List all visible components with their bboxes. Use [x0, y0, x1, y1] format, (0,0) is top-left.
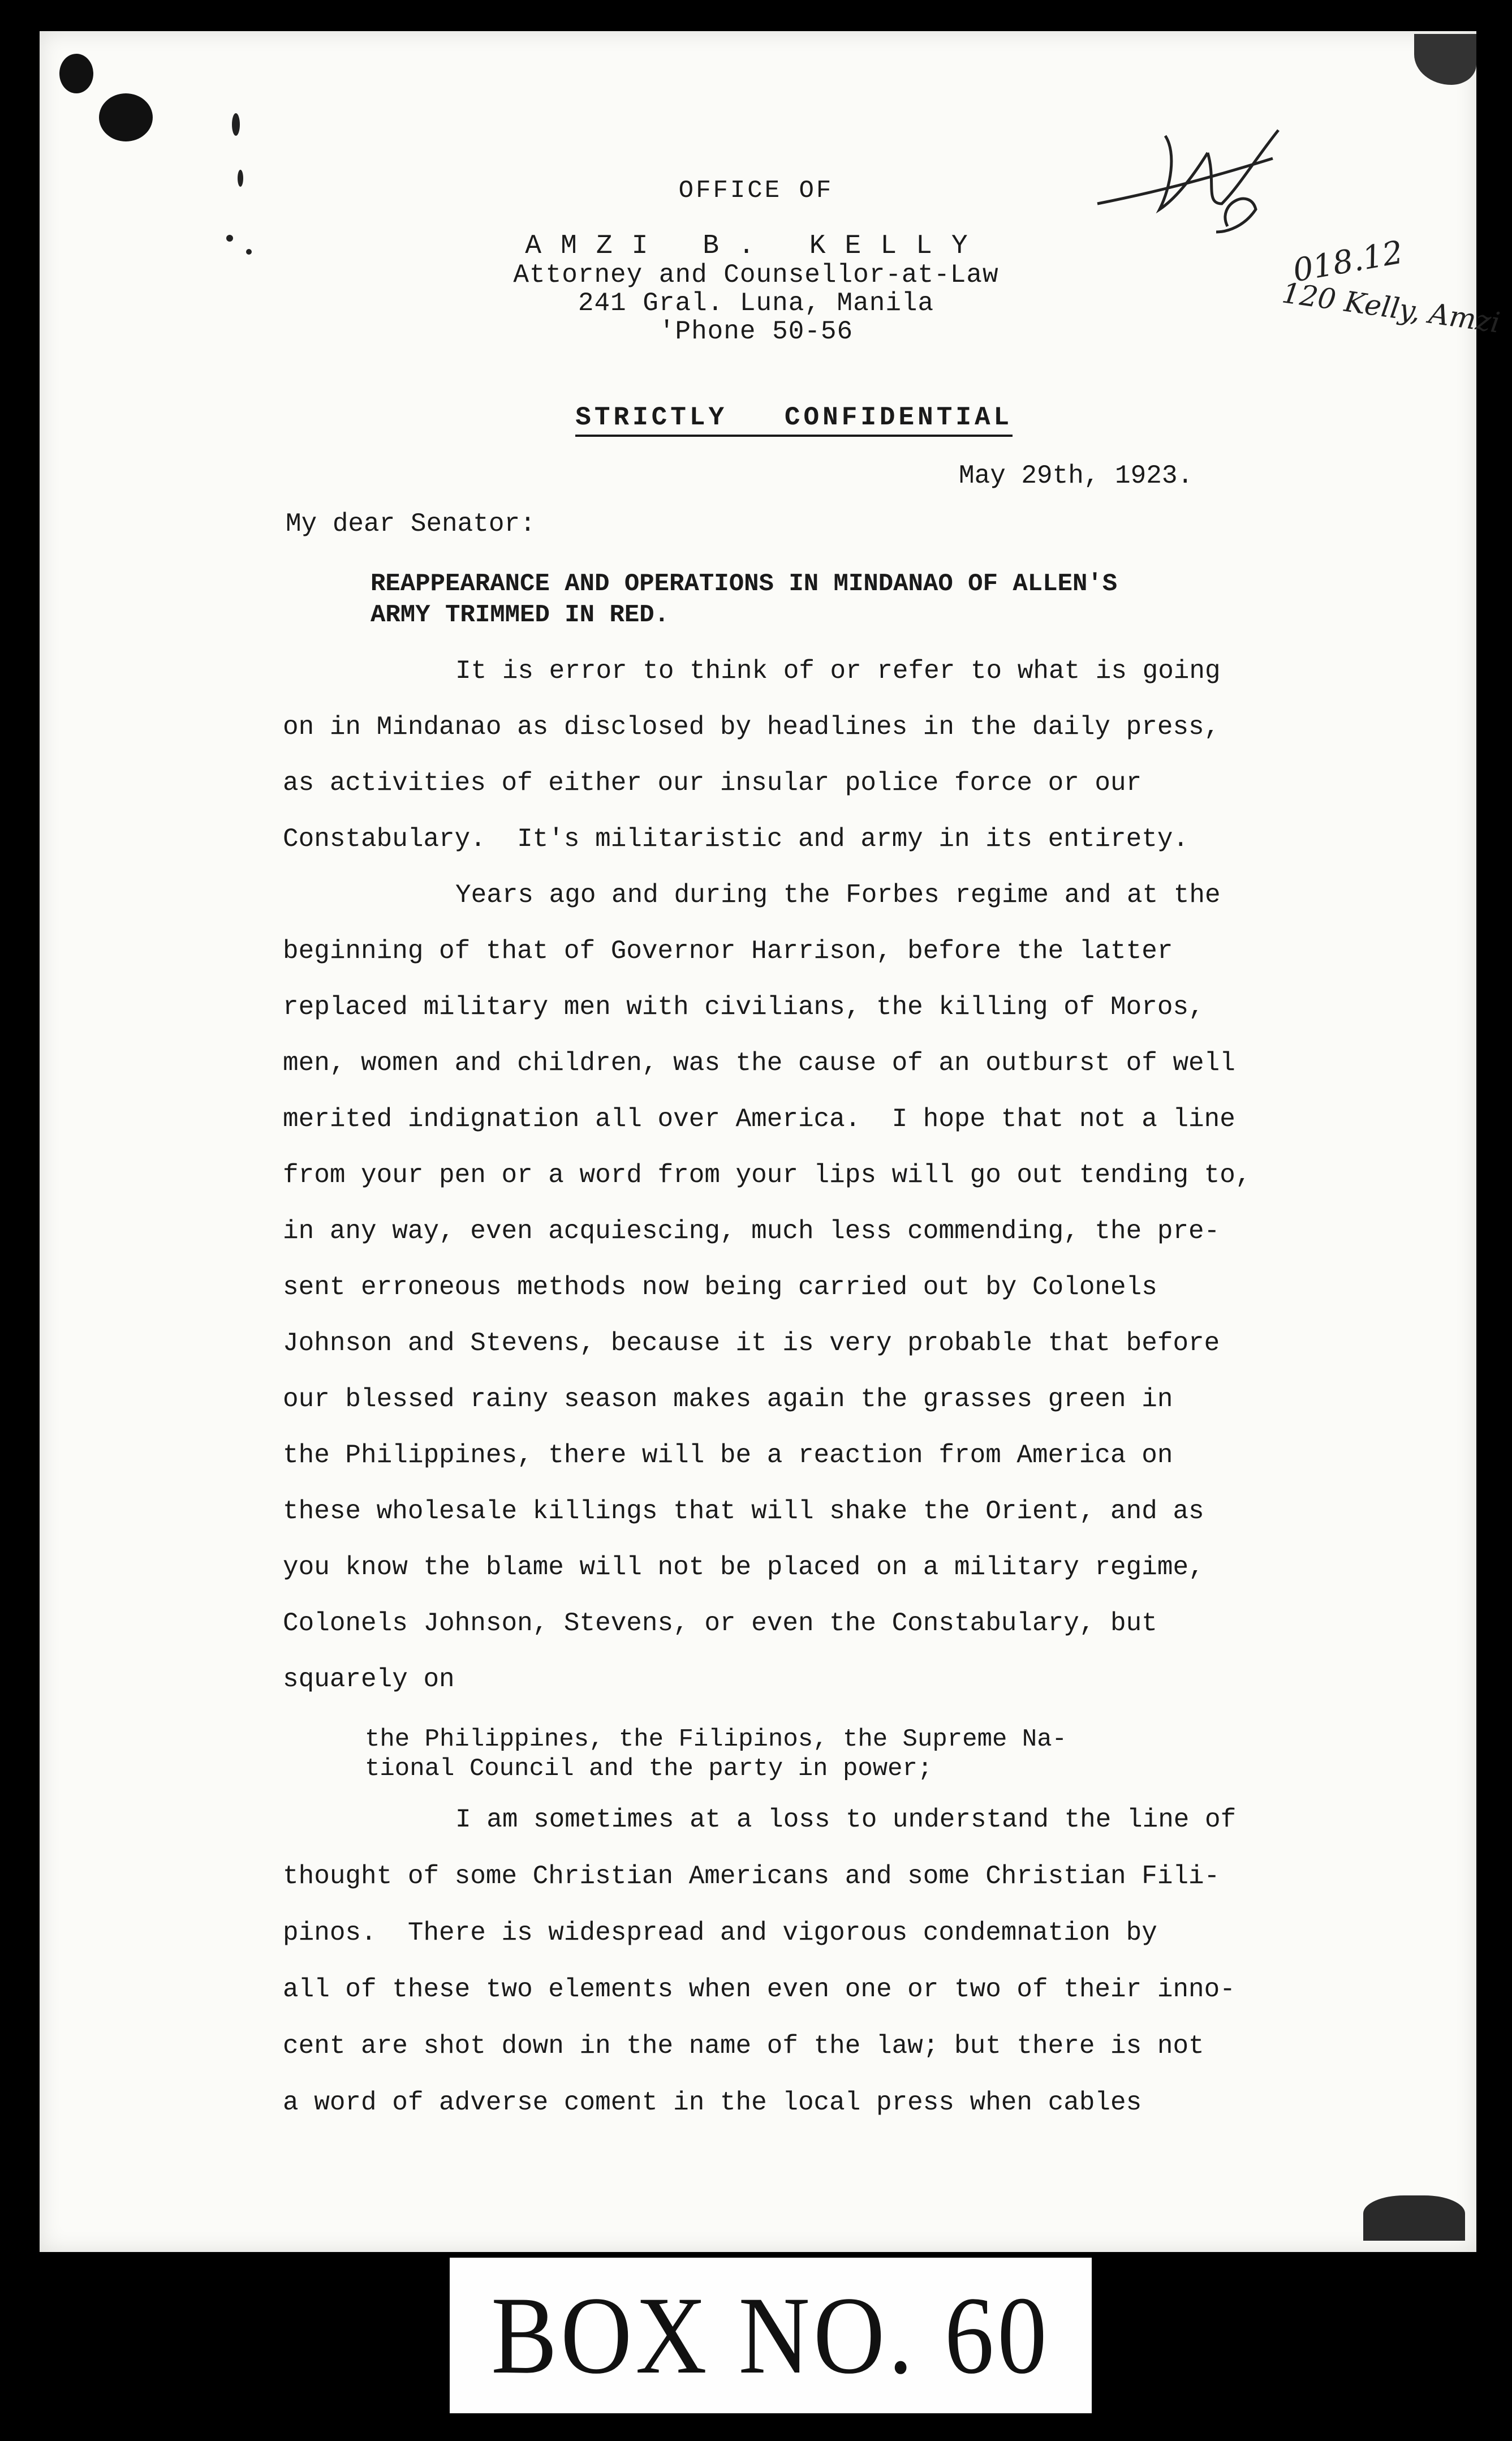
body-line: in any way, even acquiescing, much less commending, the pre-	[283, 1217, 1220, 1246]
body-line: you know the blame will not be placed on a military regime,	[283, 1553, 1204, 1582]
body-line: our blessed rainy season makes again the grasses green in	[283, 1385, 1173, 1414]
ink-speck	[232, 113, 240, 136]
body-line: Colonels Johnson, Stevens, or even the Constabulary, but	[283, 1609, 1157, 1638]
body-line: a word of adverse coment in the local press when cables	[283, 2088, 1142, 2117]
letter-date: May 29th, 1923.	[959, 461, 1194, 491]
body-line: as activities of either our insular police force or our	[283, 768, 1142, 798]
body-line: Years ago and during the Forbes regime and at the	[455, 880, 1221, 910]
letterhead-phone: 'Phone 50-56	[658, 317, 854, 346]
letterhead-address: 241 Gral. Luna, Manila	[578, 289, 934, 318]
body-line: Johnson and Stevens, because it is very probable that before	[283, 1329, 1220, 1358]
box-number-text: BOX NO. 60	[491, 2274, 1050, 2397]
ink-smudge	[99, 93, 153, 141]
letterhead-office-of: OFFICE OF	[678, 177, 834, 205]
handwritten-file-number: 018.12	[1290, 234, 1406, 290]
body-line: cent are shot down in the name of the law; but there is not	[283, 2031, 1204, 2061]
body-line: squarely on	[283, 1665, 455, 1694]
body-line: beginning of that of Governor Harrison, before the latter	[283, 936, 1173, 966]
body-line: from your pen or a word from your lips will go out tending to,	[283, 1161, 1251, 1190]
body-line: merited indignation all over America. I hope that not a line	[283, 1105, 1235, 1134]
ink-smudge	[59, 54, 93, 93]
quoted-passage: the Philippines, the Filipinos, the Supreme Na- tional Council and the party in power;	[365, 1725, 1067, 1783]
box-number-label	[450, 2258, 1092, 2413]
body-line: sent erroneous methods now being carried out by Colonels	[283, 1273, 1157, 1302]
letterhead-name: AMZI B. KELLY	[525, 231, 987, 261]
body-line: replaced military men with civilians, the killing of Moros,	[283, 992, 1204, 1022]
letterhead-title: Attorney and Counsellor-at-Law	[513, 260, 999, 290]
subject-heading: REAPPEARANCE AND OPERATIONS IN MINDANAO OF ALLEN'S ARMY TRIMMED IN RED.	[371, 570, 1118, 629]
body-line: It is error to think of or refer to what is going	[455, 656, 1221, 686]
handwritten-file-label: 120 Kelly, Amzi	[1280, 276, 1502, 339]
body-line: Constabulary. It's militaristic and army in its entirety.	[283, 824, 1189, 854]
body-line: men, women and children, was the cause of an outburst of well	[283, 1048, 1235, 1078]
body-line: pinos. There is widespread and vigorous condemnation by	[283, 1918, 1157, 1948]
body-line: all of these two elements when even one or two of their inno-	[283, 1975, 1235, 2004]
body-line: on in Mindanao as disclosed by headlines in the daily press,	[283, 712, 1220, 742]
salutation: My dear Senator:	[286, 509, 536, 539]
body-line: the Philippines, there will be a reaction from America on	[283, 1441, 1173, 1470]
scan-shadow	[1363, 2195, 1465, 2241]
body-line: thought of some Christian Americans and some Christian Fili-	[283, 1862, 1220, 1891]
confidential-text: STRICTLY CONFIDENTIAL	[575, 403, 1013, 437]
confidential-heading	[0, 373, 1512, 462]
body-line: I am sometimes at a loss to understand the line of	[455, 1805, 1237, 1834]
body-line: these wholesale killings that will shake the Orient, and as	[283, 1497, 1204, 1526]
